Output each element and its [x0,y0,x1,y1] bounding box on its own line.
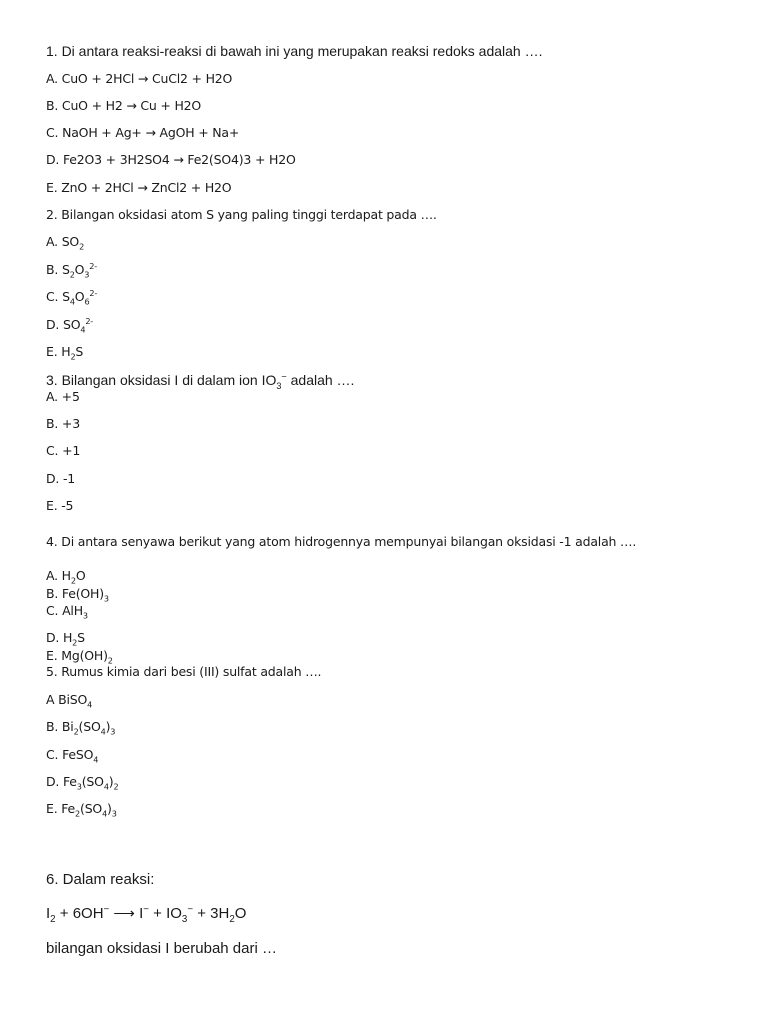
question-6-text: bilangan oksidasi I berubah dari … [46,940,277,957]
q4-option-c: C. AlH$_3$ [46,603,88,621]
question-6-intro: 6. Dalam reaksi: [46,871,155,888]
q1-option-e: E. ZnO + 2HCl → ZnCl2 + H2O [46,180,232,195]
q3-option-c: C. +1 [46,443,81,458]
q5-option-c: C. FeSO$_4$ [46,747,99,765]
q1-option-a: A. CuO + 2HCl → CuCl2 + H2O [46,71,233,86]
q5-option-b: B. $Bi_2(SO_4)_3$ [46,719,116,737]
q3-option-b: B. +3 [46,416,80,431]
question-3-text: 3. Bilangan oksidasi I di dalam ion $IO_3^-$ adalah …. [46,371,355,391]
q2-option-b: B. $S_2O_3^{2-}$ [46,260,97,280]
q4-option-a: A. $H_2O$ [46,568,86,586]
q1-option-c: C. NaOH + Ag+ → AgOH + Na+ [46,125,240,140]
q4-option-d: D. $H_2S$ [46,630,85,648]
q1-option-b: B. CuO + H2 → Cu + H2O [46,98,202,113]
q4-option-b: B. $Fe(OH)_3$ [46,586,109,604]
q2-option-e: E. $H_2S$ [46,344,84,362]
q5-option-a: A BiSO$_4$ [46,692,93,710]
q2-option-c: C. $S_4O_6^{2-}$ [46,287,98,307]
question-5-text: 5. Rumus kimia dari besi (III) sulfat adalah …. [46,664,322,679]
q1-option-d: D. Fe2O3 + 3H2SO4 → Fe2(SO4)3 + H2O [46,152,296,167]
q5-option-e: E. $Fe_2(SO_4)_3$ [46,801,117,819]
q3-option-d: D. -1 [46,471,76,486]
q3-option-e: E. -5 [46,498,74,513]
q3-option-a: A. +5 [46,389,80,404]
q6-equation: $I_2 + 6OH^-$ ⟶ $I^- + IO_3^- + 3H_2O$ [46,904,247,925]
question-2-text: 2. Bilangan oksidasi atom S yang paling tinggi terdapat pada …. [46,207,437,222]
q5-option-d: D. $Fe_3(SO_4)_2$ [46,774,119,792]
question-1-text: 1. Di antara reaksi-reaksi di bawah ini yang merupakan reaksi redoks adalah …. [46,43,543,59]
question-4-text: 4. Di antara senyawa berikut yang atom hidrogennya mempunyai bilangan oksidasi -1 adalah …. [46,534,637,549]
q2-option-a: A. $SO_2$ [46,234,85,252]
q4-option-e: E. $Mg(OH)_2$ [46,648,113,666]
q2-option-d: D. $SO_4^{2-}$ [46,315,94,335]
